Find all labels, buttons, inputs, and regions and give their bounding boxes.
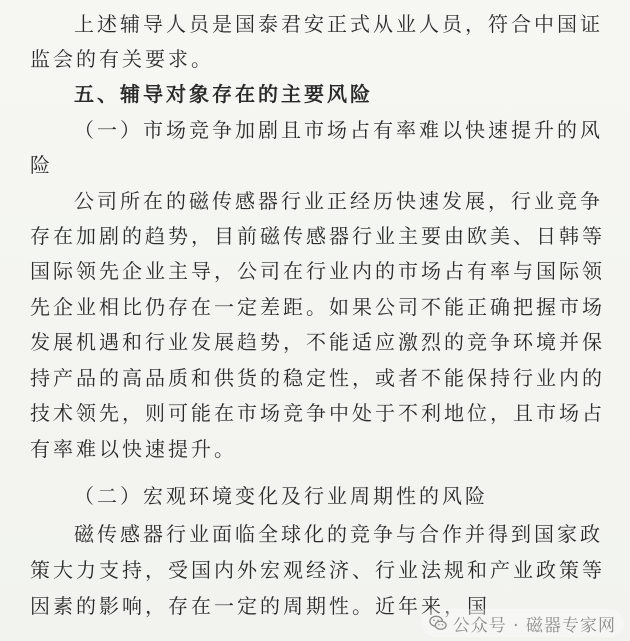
text-line: 险 xyxy=(30,153,53,177)
text-line: 持产品的高品质和供货的稳定性，或者不能保持行业内的 xyxy=(30,366,605,390)
watermark-text: 公众号 · 磁器专家网 xyxy=(452,615,616,636)
text-line: 策大力支持，受国内外宏观经济、行业法规和产业政策等 xyxy=(30,558,605,582)
section-heading: 五、辅导对象存在的主要风险 xyxy=(74,82,373,106)
text-line: 有率难以快速提升。 xyxy=(30,437,237,461)
subsection-heading: （一）市场竞争加剧且市场占有率难以快速提升的风 xyxy=(74,118,603,142)
text-line: 公司所在的磁传感器行业正经历快速发展，行业竞争 xyxy=(74,189,603,213)
watermark xyxy=(421,609,624,637)
text-line: 磁传感器行业面临全球化的竞争与合作并得到国家政 xyxy=(74,522,603,546)
text-line: 国际领先企业主导，公司在行业内的市场占有率与国际领 xyxy=(30,259,605,283)
text-line: 监会的有关要求。 xyxy=(30,47,214,71)
wechat-logo-icon xyxy=(429,614,447,632)
text-line: 技术领先，则可能在市场竞争中处于不利地位，且市场占 xyxy=(30,401,605,425)
text-line: 存在加剧的趋势，目前磁传感器行业主要由欧美、日韩等 xyxy=(30,224,605,248)
text-line: 因素的影响，存在一定的周期性。近年来，国 xyxy=(30,594,490,618)
text-line: 上述辅导人员是国泰君安正式从业人员，符合中国证 xyxy=(74,12,603,36)
subsection-heading: （二）宏观环境变化及行业周期性的风险 xyxy=(74,484,488,508)
text-line: 发展机遇和行业发展趋势，不能适应激烈的竞争环境并保 xyxy=(30,330,605,354)
text-line: 先企业相比仍存在一定差距。如果公司不能正确把握市场 xyxy=(30,295,605,319)
